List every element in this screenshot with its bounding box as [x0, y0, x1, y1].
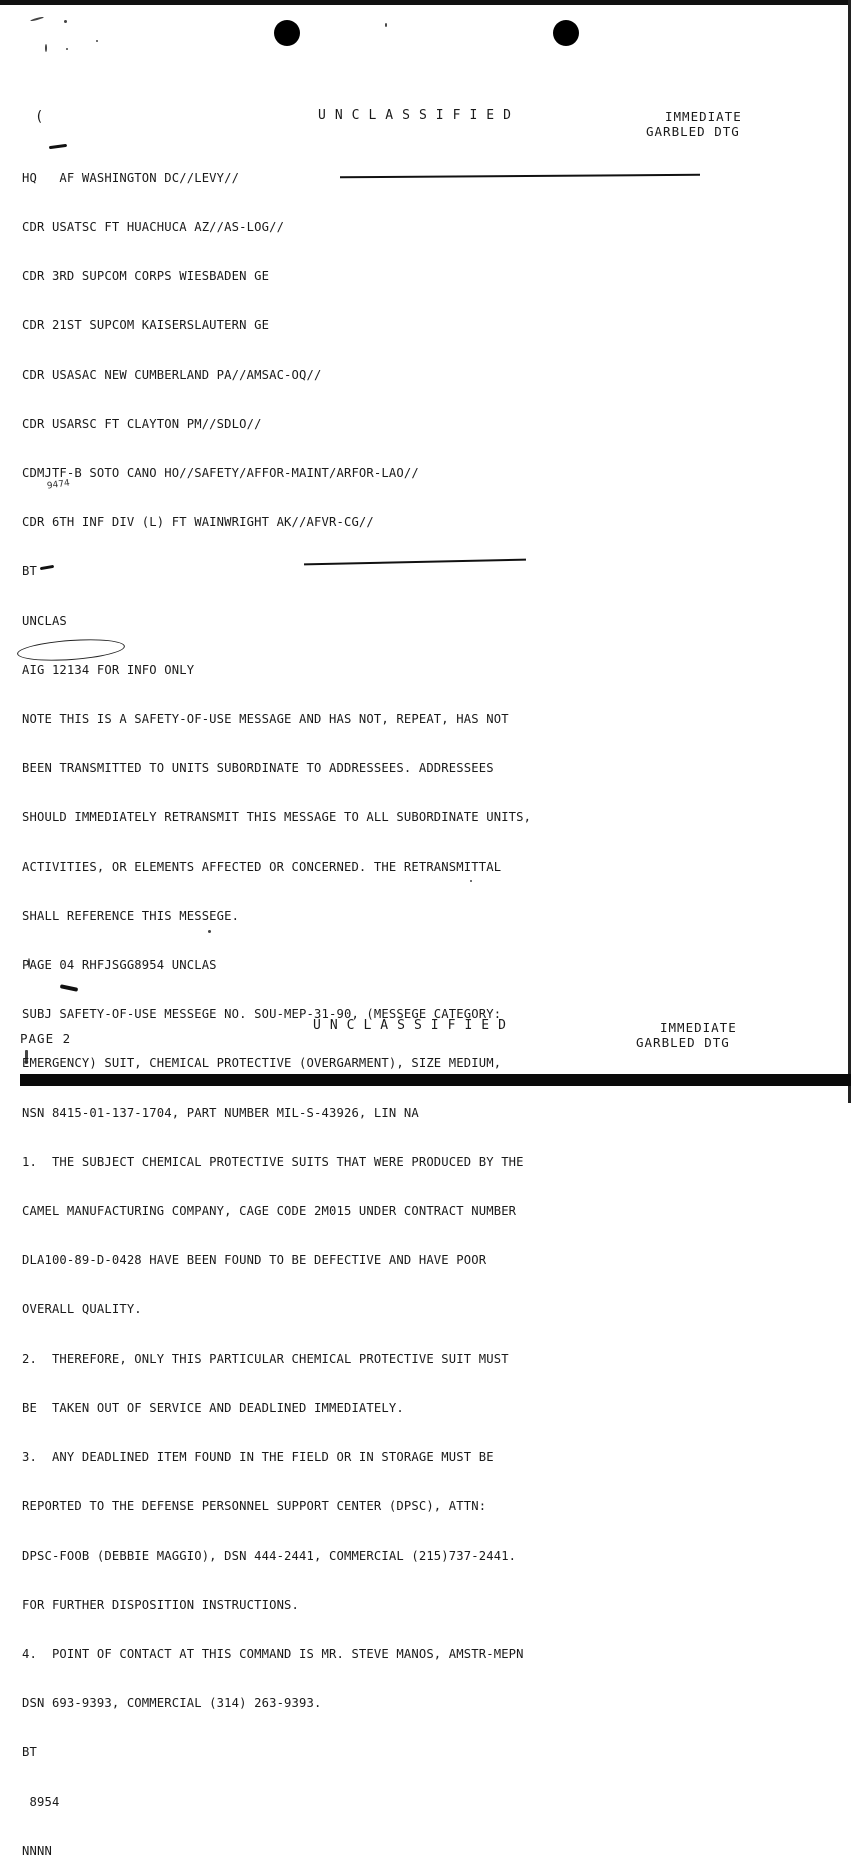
message-line: SHOULD IMMEDIATELY RETRANSMIT THIS MESSAGE TO ALL SUBORDINATE UNITS,: [22, 810, 532, 825]
bottom-rule: [20, 1074, 851, 1086]
message-line: BEEN TRANSMITTED TO UNITS SUBORDINATE TO ADDRESSEES. ADDRESSEES: [22, 761, 494, 776]
handwritten-note: 9474: [46, 478, 71, 492]
message-line: CDR 21ST SUPCOM KAISERSLAUTERN GE: [22, 318, 270, 333]
message-line: EMERGENCY) SUIT, CHEMICAL PROTECTIVE (OVERGARMENT), SIZE MEDIUM,: [22, 1056, 502, 1071]
message-line: HQ AF WASHINGTON DC//LEVY//: [22, 170, 240, 185]
top-rule: [0, 0, 851, 5]
message-line: ACTIVITIES, OR ELEMENTS AFFECTED OR CONCERNED. THE RETRANSMITTAL: [22, 859, 502, 874]
message-line: DLA100-89-D-0428 HAVE BEEN FOUND TO BE DEFECTIVE AND HAVE POOR: [22, 1253, 487, 1268]
message-body: [22, 137, 762, 1876]
footer-classification: UNCLASSIFIED: [313, 1018, 515, 1033]
message-line: 4. POINT OF CONTACT AT THIS COMMAND IS MR. STEVE MANOS, AMSTR-MEPN: [22, 1646, 524, 1661]
message-line: CDR USASAC NEW CUMBERLAND PA//AMSAC-OQ//: [22, 367, 322, 382]
header-open-paren: (: [35, 109, 44, 125]
message-line: NOTE THIS IS A SAFETY-OF-USE MESSAGE AND HAS NOT, REPEAT, HAS NOT: [22, 712, 509, 727]
message-line: PAGE 04 RHFJSGG8954 UNCLAS: [22, 958, 217, 973]
punch-hole-right: [553, 20, 579, 46]
footer-precedence: IMMEDIATE: [660, 1020, 737, 1035]
scan-speck: [96, 40, 98, 42]
footer-dtg: GARBLED DTG: [636, 1035, 730, 1050]
scan-speck: [30, 16, 44, 22]
message-line: AIG 12134 FOR INFO ONLY: [22, 662, 195, 677]
message-line: BT: [22, 564, 37, 579]
message-line: 1. THE SUBJECT CHEMICAL PROTECTIVE SUITS THAT WERE PRODUCED BY THE: [22, 1154, 524, 1169]
message-line: CDR USARSC FT CLAYTON PM//SDLO//: [22, 416, 262, 431]
message-line: DSN 693-9393, COMMERCIAL (314) 263-9393.: [22, 1696, 322, 1711]
scan-speck: [45, 44, 47, 52]
message-line: REPORTED TO THE DEFENSE PERSONNEL SUPPORT CENTER (DPSC), ATTN:: [22, 1499, 487, 1514]
footer-page-number: PAGE 2: [20, 1031, 72, 1046]
message-line: FOR FURTHER DISPOSITION INSTRUCTIONS.: [22, 1597, 300, 1612]
message-line: OVERALL QUALITY.: [22, 1302, 142, 1317]
message-line: CDMJTF-B SOTO CANO HO//SAFETY/AFFOR-MAINT/ARFOR-LAO//: [22, 466, 419, 481]
message-line: 3. ANY DEADLINED ITEM FOUND IN THE FIELD OR IN STORAGE MUST BE: [22, 1450, 494, 1465]
message-line: NSN 8415-01-137-1704, PART NUMBER MIL-S-43926, LIN NA: [22, 1105, 419, 1120]
message-line: 2. THEREFORE, ONLY THIS PARTICULAR CHEMICAL PROTECTIVE SUIT MUST: [22, 1351, 509, 1366]
message-line: BE TAKEN OUT OF SERVICE AND DEADLINED IMMEDIATELY.: [22, 1400, 404, 1415]
message-line: CDR 6TH INF DIV (L) FT WAINWRIGHT AK//AFVR-CG//: [22, 515, 374, 530]
message-line: DPSC-FOOB (DEBBIE MAGGIO), DSN 444-2441, COMMERCIAL (215)737-2441.: [22, 1548, 517, 1563]
header-precedence: IMMEDIATE: [665, 109, 742, 124]
message-line: 8954: [22, 1794, 60, 1809]
message-line: CDR USATSC FT HUACHUCA AZ//AS-LOG//: [22, 220, 285, 235]
message-line: NNNN: [22, 1843, 52, 1858]
punch-hole-left: [274, 20, 300, 46]
message-line: CDR 3RD SUPCOM CORPS WIESBADEN GE: [22, 269, 270, 284]
message-line: UNCLAS: [22, 613, 67, 628]
scan-speck: [64, 20, 67, 23]
message-line: BT: [22, 1745, 37, 1760]
scan-speck: [66, 48, 68, 50]
message-line: SHALL REFERENCE THIS MESSEGE.: [22, 908, 240, 923]
message-line: CAMEL MANUFACTURING COMPANY, CAGE CODE 2M015 UNDER CONTRACT NUMBER: [22, 1204, 517, 1219]
message-line: SUBJ SAFETY-OF-USE MESSEGE NO. SOU-MEP-31-90, (MESSEGE CATEGORY:: [22, 1007, 502, 1022]
scan-speck: [385, 23, 387, 27]
header-dtg: GARBLED DTG: [646, 124, 740, 139]
header-classification: UNCLASSIFIED: [318, 108, 520, 123]
